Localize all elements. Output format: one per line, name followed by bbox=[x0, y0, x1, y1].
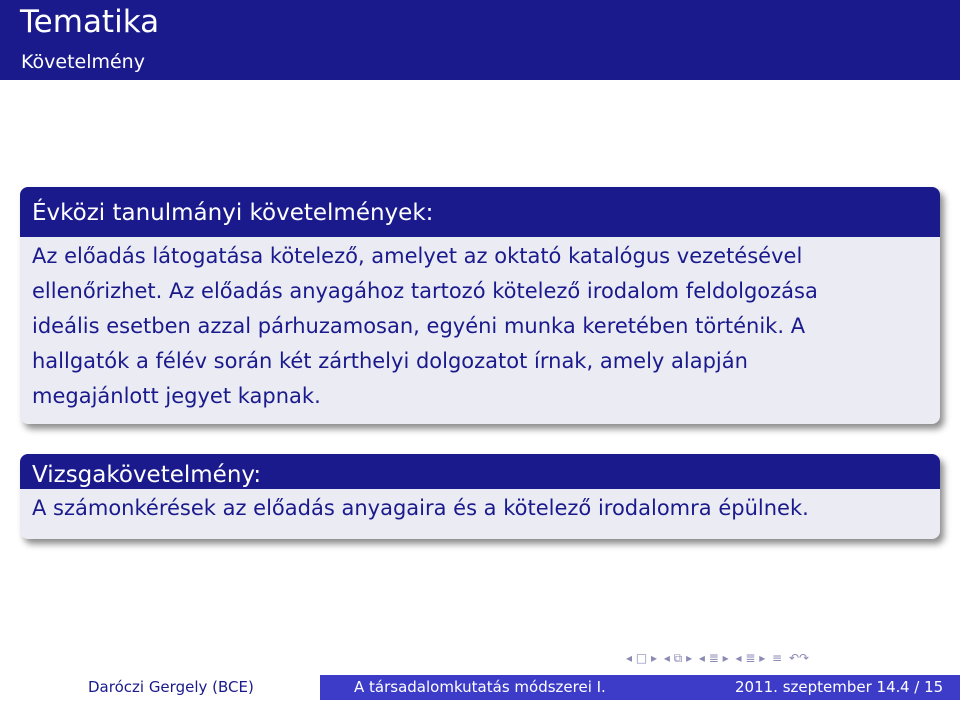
exam-line: A számonkérések az előadás anyagaira és a kötelező irodalomra épülnek. bbox=[32, 496, 809, 520]
requirements-block-title: Évközi tanulmányi követelmények: bbox=[20, 187, 940, 237]
footer-title-box bbox=[320, 675, 640, 721]
subsection-navigation-icon[interactable]: ◂ ⧉ ▸ bbox=[663, 651, 693, 665]
footline bbox=[0, 675, 960, 721]
section-navigation-icon[interactable]: ◂ ≣ ▸ bbox=[698, 651, 729, 665]
requirements-line: ellenőrizhet. Az előadás anyagához tartozó kötelező irodalom feldolgozása bbox=[32, 279, 818, 303]
footer-short-title: A társadalomkutatás módszerei I. (1/14) bbox=[354, 678, 606, 721]
beamer-navigation-bar bbox=[626, 650, 812, 666]
document-navigation-icon[interactable]: ◂ ≣ ▸ bbox=[735, 651, 766, 665]
footer-date-box bbox=[640, 675, 960, 700]
frame-header bbox=[0, 0, 960, 80]
exam-block bbox=[20, 454, 940, 539]
footer-date: 2011. szeptember 14. bbox=[735, 678, 901, 696]
requirements-line: megajánlott jegyet kapnak. bbox=[32, 384, 321, 408]
search-icon[interactable]: ↶↷ bbox=[788, 651, 810, 665]
align-icon[interactable]: ≡ bbox=[772, 651, 783, 665]
footer-author-box bbox=[0, 675, 320, 700]
footer-author: Daróczi Gergely (BCE) bbox=[88, 678, 254, 696]
exam-block-body bbox=[20, 489, 940, 526]
requirements-block-body bbox=[20, 237, 940, 414]
frame-subtitle: Követelmény bbox=[21, 51, 145, 73]
exam-block-title: Vizsgakövetelmény: bbox=[20, 454, 940, 489]
requirements-block bbox=[20, 187, 940, 424]
requirements-line: ideális esetben azzal párhuzamosan, egyéni munka keretében történik. A bbox=[32, 314, 806, 338]
footer-page-number: 4 / 15 bbox=[900, 678, 944, 696]
requirements-line: Az előadás látogatása kötelező, amelyet az oktató katalógus vezetésével bbox=[32, 244, 803, 268]
requirements-line: hallgatók a félév során két zárthelyi dolgozatot írnak, amely alapján bbox=[32, 349, 748, 373]
frame-navigation-icon[interactable]: ◂ □ ▸ bbox=[626, 651, 658, 665]
frame-title: Tematika bbox=[20, 4, 160, 40]
